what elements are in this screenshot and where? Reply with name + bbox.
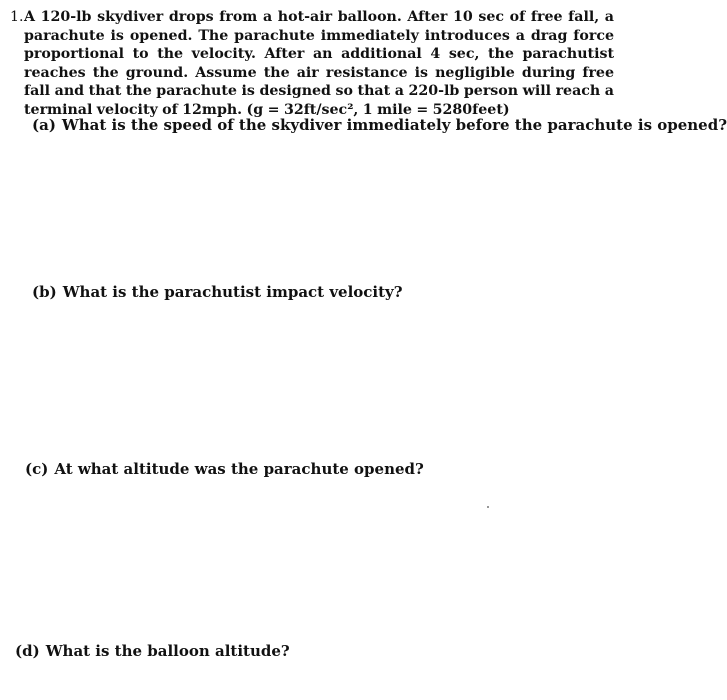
question-b (32, 283, 403, 301)
question-c (25, 460, 424, 478)
question-b-text: What is the parachutist impact velocity? (62, 283, 403, 301)
question-a (32, 116, 727, 134)
problem-1 (10, 8, 619, 119)
question-b-label: (b) (32, 283, 57, 301)
question-c-label: (c) (25, 460, 49, 478)
question-d (15, 642, 290, 660)
question-d-label: (d) (15, 642, 40, 660)
question-a-text: What is the speed of the skydiver immediately before the parachute is opened? (61, 116, 727, 134)
question-c-text: At what altitude was the parachute opened? (54, 460, 424, 478)
problem-statement: A 120-lb skydiver drops from a hot-air balloon. After 10 sec of free fall, a parachute is opened. The parachute immediately introduces a drag force proportional to the velocity. After an additional 4 sec, the parachutist reaches the ground. Assume the air resistance is negligible during free fall and that the parachute is designed so that a 220-lb person will reach a terminal velocity of 12mph. (g = 32ft/sec², 1 mile = 5280feet) (24, 9, 619, 118)
question-a-label: (a) (32, 116, 56, 134)
question-d-text: What is the balloon altitude? (45, 642, 290, 660)
problem-number: 1. (10, 9, 24, 25)
stray-mark (487, 506, 489, 508)
